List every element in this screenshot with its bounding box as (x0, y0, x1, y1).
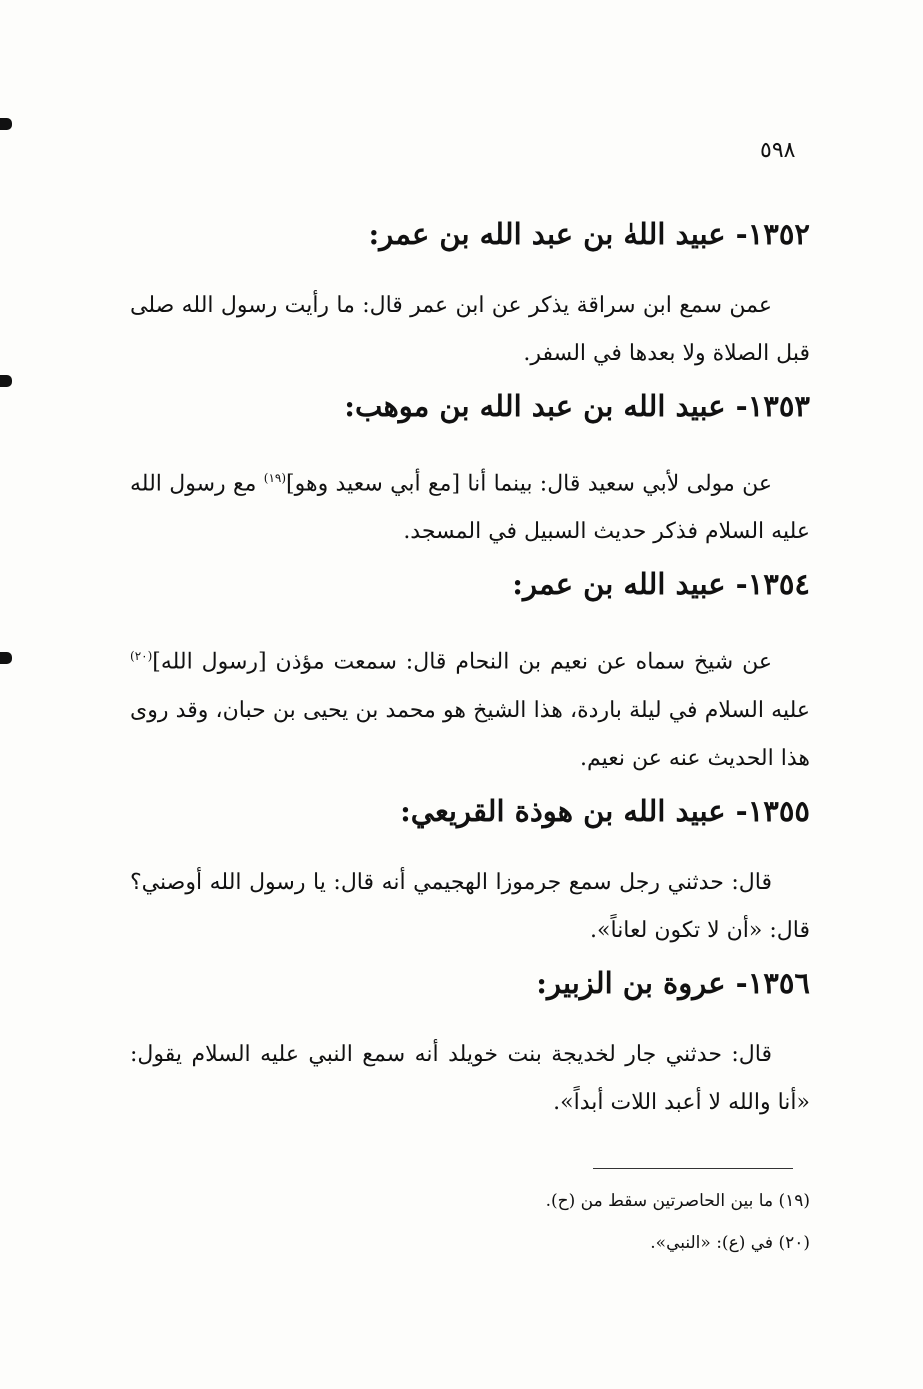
footnote-separator (593, 1168, 793, 1169)
entry-body: قال: حدثني جار لخديجة بنت خويلد أنه سمع النبي عليه السلام يقول: «أنا والله لا أعبد اللات أبداً». (130, 1041, 810, 1115)
entry-1356 (130, 961, 810, 1127)
body-text: عليه السلام في ليلة باردة، هذا الشيخ هو محمد بن يحيى بن حبان، وقد روى هذا الحديث عنه عن نعيم. (130, 697, 810, 771)
footnote-reference: (١٩) (263, 471, 287, 485)
entry-1354 (130, 562, 810, 782)
entry-body: قال: حدثني رجل سمع جرموزا الهجيمي أنه قال: يا رسول الله أوصني؟ قال: «أن لا تكون لعاناً». (130, 869, 810, 943)
entry-body (130, 454, 810, 556)
footnotes (130, 1180, 810, 1264)
entry-heading: ١٣٥٤- عبيد الله بن عمر: (512, 567, 810, 602)
entry-body: عمن سمع ابن سراقة يذكر عن ابن عمر قال: ما رأيت رسول الله صلى قبل الصلاة ولا بعدها في السفر. (130, 293, 810, 366)
body-text: عن شيخ سماه عن نعيم بن النحام قال: سمعت مؤذن [رسول الله] (152, 649, 772, 675)
main-text (130, 212, 810, 1133)
entry-1353 (130, 384, 810, 556)
footnote-reference: (٢٠) (130, 649, 153, 664)
body-text: مع رسول الله عليه السلام فذكر حديث السبيل في المسجد. (130, 471, 810, 545)
entry-body (130, 632, 810, 782)
scan-mark (0, 652, 12, 664)
scan-mark (0, 118, 12, 130)
entry-1355 (130, 789, 810, 955)
page-number: ٥٩٨ (760, 138, 796, 163)
scan-mark (0, 375, 12, 387)
entry-heading: ١٣٥٢- عبيد اللهٰ بن عبد الله بن عمر: (368, 217, 810, 251)
body-text: عن مولى لأبي سعيد قال: بينما أنا [مع أبي سعيد وهو] (286, 471, 772, 497)
footnote-20: (٢٠) في (ع): «النبي». (650, 1233, 810, 1253)
entry-1352 (130, 212, 810, 378)
entry-heading: ١٣٥٥- عبيد الله بن هوذة القريعي: (400, 793, 810, 828)
entry-heading: ١٣٥٦- عروة بن الزبير: (536, 965, 810, 1000)
footnote-19: (١٩) ما بين الحاصرتين سقط من (ح). (545, 1191, 810, 1211)
entry-heading: ١٣٥٣- عبيد الله بن عبد الله بن موهب: (344, 389, 810, 423)
